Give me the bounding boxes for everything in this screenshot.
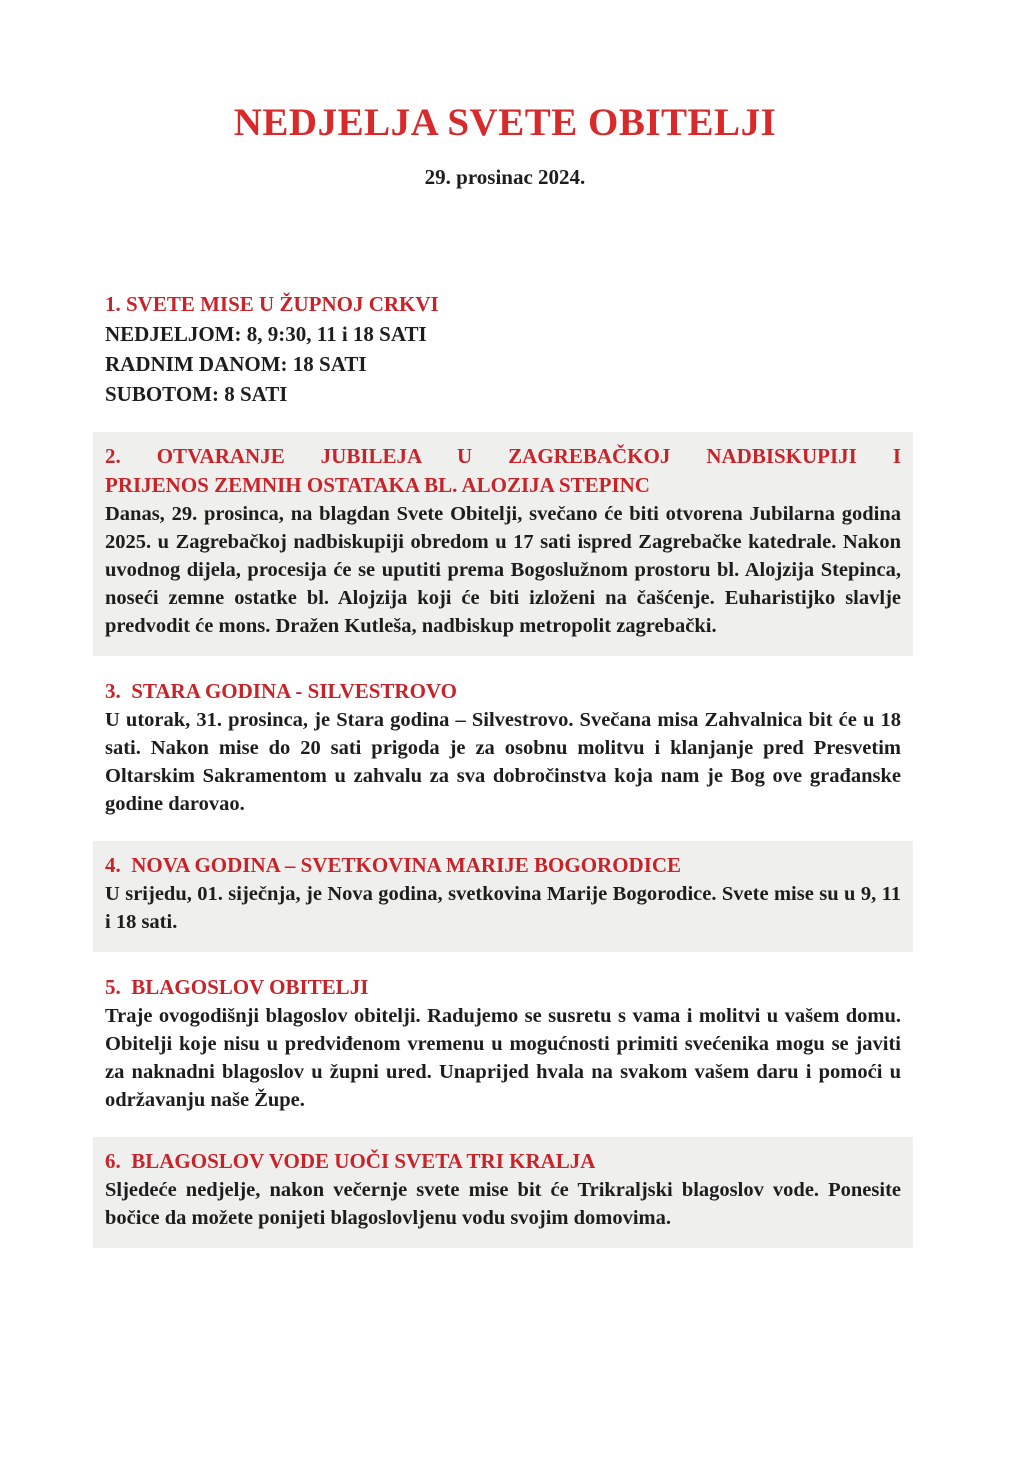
section-5-body: Traje ovogodišnji blagoslov obitelji. Radujemo se susretu s vama i molitvi u vašem domu. Obitelji koje nisu u predviđenom vremenu u mogućnosti primiti svećenika mogu se javiti za naknadni blagoslov u župni ured. Unaprijed hvala na svakom vašem daru i pomoći u održavanju naše Župe.	[105, 1004, 901, 1111]
mass-time-line-saturday: SUBOTOM: 8 SATI	[105, 381, 288, 406]
section-6-heading: 6. BLAGOSLOV VODE UOČI SVETA TRI KRALJA	[105, 1148, 596, 1173]
section-1-heading: 1. SVETE MISE U ŽUPNOJ CRKVI	[105, 291, 439, 316]
section-6-body: Sljedeće nedjelje, nakon večernje svete mise bit će Trikraljski blagoslov vode. Ponesite bočice da možete ponijeti blagoslovljenu vodu svojim domovima.	[105, 1178, 901, 1229]
document-title: NEDJELJA SVETE OBITELJI	[233, 101, 777, 144]
document-body	[93, 282, 913, 1248]
mass-time-line-weekday: RADNIM DANOM: 18 SATI	[105, 351, 367, 376]
section-2-heading-line-2: PRIJENOS ZEMNIH OSTATAKA BL. ALOZIJA STEPINC	[105, 472, 650, 497]
section-mass-times	[93, 282, 913, 419]
section-4-body: U srijedu, 01. siječnja, je Nova godina, svetkovina Marije Bogorodice. Svete mise su u 9, 11 i 18 sati.	[105, 882, 901, 933]
section-family-blessing	[93, 965, 913, 1124]
section-jubilee-opening	[93, 432, 913, 656]
section-2-heading-line-1: 2. OTVARANJE JUBILEJA U ZAGREBAČKOJ NADBISKUPIJI I	[105, 443, 901, 468]
section-3-heading: 3. STARA GODINA - SILVESTROVO	[105, 678, 458, 703]
section-water-blessing	[93, 1137, 913, 1248]
section-2-body: Danas, 29. prosinca, na blagdan Svete Obitelji, svečano će biti otvorena Jubilarna godina 2025. u Zagrebačkoj nadbiskupiji obredom u 17 sati ispred Zagrebačke katedrale. Nakon uvodnog dijela, procesija će se uputiti prema Bogoslužnom prostoru bl. Alojzija Stepinca, noseći zemne ostatke bl. Alojzija koji će biti izloženi na čašćenje. Euharistijko slavlje predvodit će mons. Dražen Kutleša, nadbiskup metropolit zagrebački.	[105, 502, 901, 637]
section-3-body: U utorak, 31. prosinca, je Stara godina – Silvestrovo. Svečana misa Zahvalnica bit će u 18 sati. Nakon mise do 20 sati prigoda je za osobnu molitvu i klanjanje pred Presvetim Oltarskim Sakramentom u zahvalu za sva dobročinstva koja nam je Bog ove građanske godine darovao.	[105, 708, 901, 815]
document-date: 29. prosinac 2024.	[424, 164, 586, 189]
section-5-heading: 5. BLAGOSLOV OBITELJI	[105, 974, 369, 999]
mass-time-line-sunday: NEDJELJOM: 8, 9:30, 11 i 18 SATI	[105, 321, 427, 346]
section-4-heading: 4. NOVA GODINA – SVETKOVINA MARIJE BOGORODICE	[105, 852, 682, 877]
section-new-years-eve	[93, 669, 913, 828]
section-new-year	[93, 841, 913, 952]
